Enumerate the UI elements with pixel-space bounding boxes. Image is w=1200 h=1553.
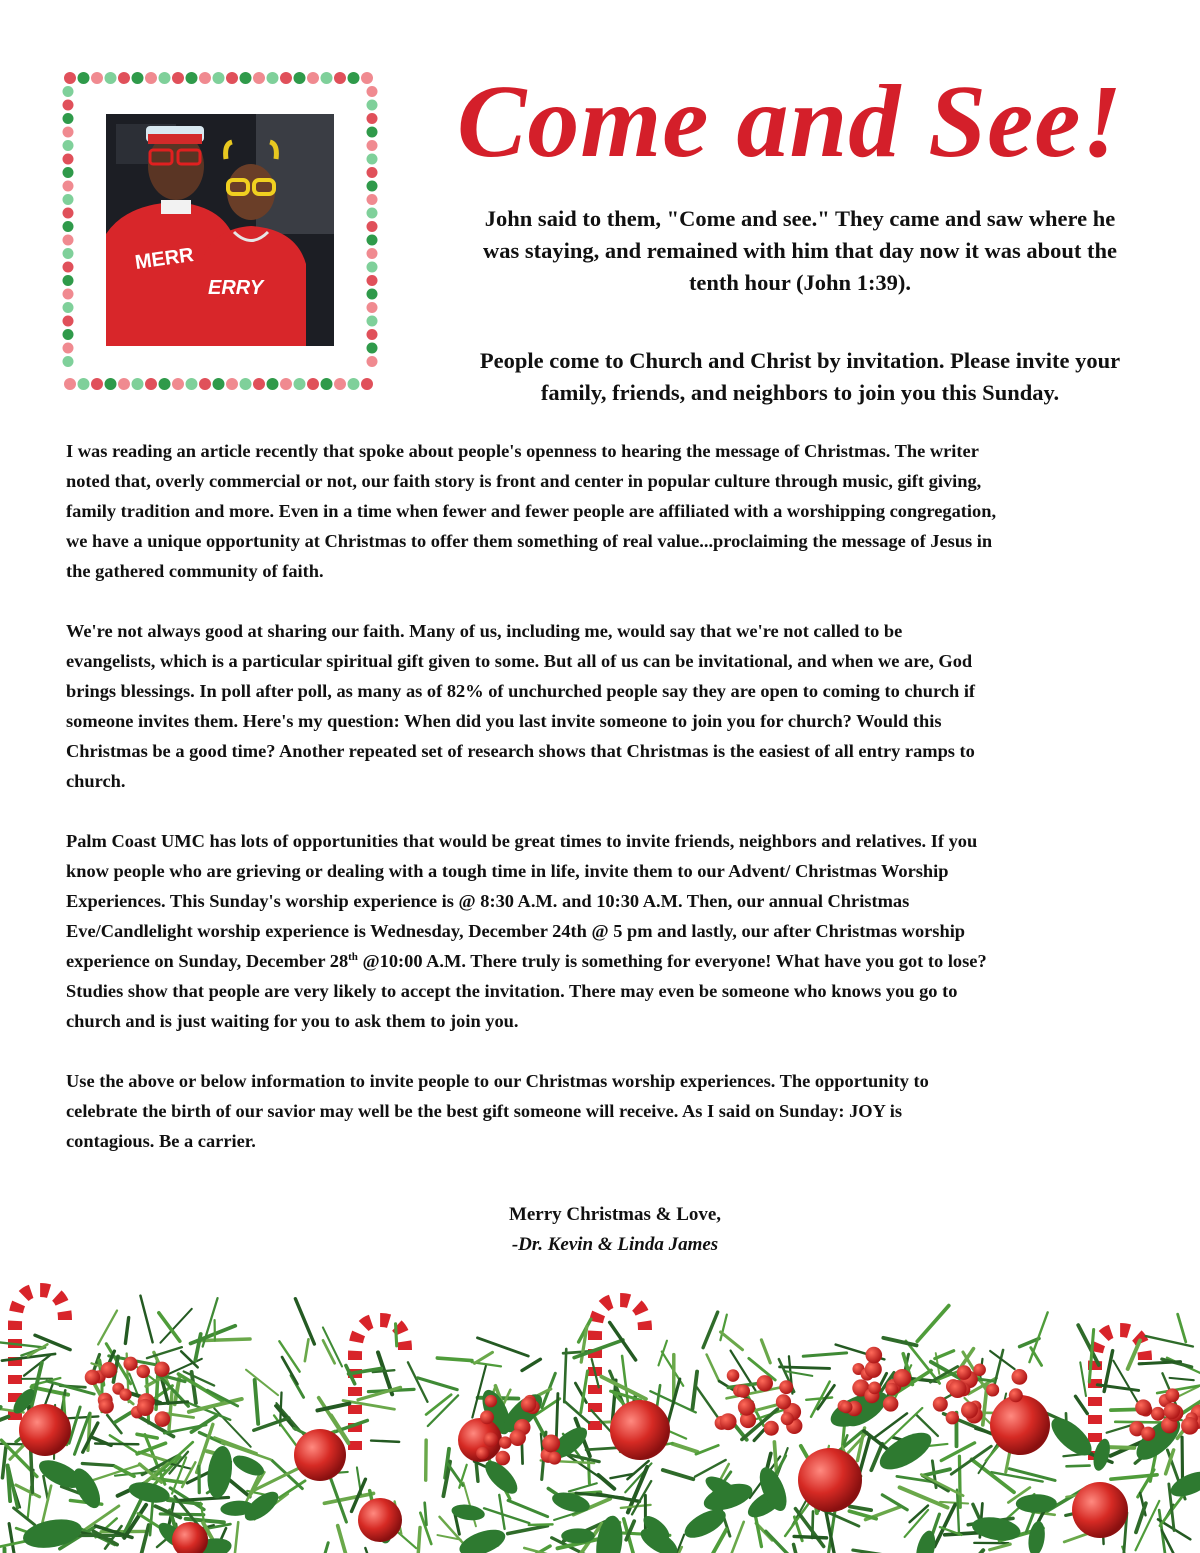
verse-line: was staying, and remained with him that day now it was about the [482,237,1118,263]
berry-icon [509,1429,526,1446]
frame-dot [226,72,238,84]
pine-needle [917,1306,949,1342]
frame-dot [63,302,74,313]
frame-dot [367,208,378,219]
pine-needle [160,1514,203,1515]
pine-needle [159,1313,180,1341]
berry-icon [480,1410,494,1424]
berry-icon [781,1412,794,1425]
pine-needle [569,1483,597,1491]
berry-icon [738,1398,755,1415]
pine-needle [921,1474,963,1495]
pine-needle [98,1311,117,1345]
ornament-icon [19,1404,71,1456]
pine-needle [338,1526,348,1553]
pine-needle [695,1460,726,1477]
body-line: church and is just waiting for you to ask them to join you. [66,1011,519,1031]
ornament-icon [1072,1482,1128,1538]
pine-needle [0,1417,8,1432]
body-line: know people who are grieving or dealing with a tough time in life, invite them to our Advent/ Christmas Worship [66,861,949,881]
pine-needle [475,1352,493,1363]
pine-needle [703,1312,718,1348]
pine-needle [850,1507,871,1511]
berry-icon [961,1402,978,1419]
pine-needle [155,1506,180,1517]
holiday-garland [0,1280,1200,1553]
frame-dot [63,329,74,340]
page-title: Come and See! [457,64,1123,179]
pine-needle [323,1340,335,1363]
frame-dot [334,378,346,390]
frame-dot [307,72,319,84]
photo-frame [62,70,378,392]
pine-needle [658,1341,666,1366]
pine-needle [169,1392,172,1430]
berry-icon [483,1432,498,1447]
pine-needle [522,1359,540,1370]
paragraph-4 [66,1066,1156,1156]
frame-dot [307,378,319,390]
frame-dot [63,181,74,192]
pine-needle [2,1447,5,1477]
pine-needle [295,1299,314,1344]
frame-dot [267,72,279,84]
frame-dot [91,378,103,390]
frame-dot [240,378,252,390]
pine-needle [16,1485,40,1497]
frame-dot [63,167,74,178]
pine-needle [726,1522,744,1553]
body-line: I was reading an article recently that spoke about people's openness to hearing the message of Christmas. The writer [66,441,979,461]
berry-icon [865,1347,882,1364]
berry-icon [1164,1403,1180,1419]
pine-needle [43,1476,47,1500]
frame-dot [63,127,74,138]
berry-icon [521,1397,537,1413]
frame-dot [367,100,378,111]
frame-dot [145,378,157,390]
frame-dot [63,262,74,273]
berry-icon [101,1362,117,1378]
pine-needle [255,1380,259,1424]
berry-icon [1165,1388,1179,1402]
frame-dot [63,86,74,97]
frame-dot [367,262,378,273]
body-line: contagious. Be a carrier. [66,1131,256,1151]
pine-needle [0,1407,1,1439]
pine-needle [524,1548,576,1553]
pine-needle [378,1352,392,1394]
berry-icon [119,1388,131,1400]
pine-needle [499,1495,504,1529]
frame-dot [91,72,103,84]
pine-needle [932,1514,940,1536]
frame-dot [213,72,225,84]
invite-line: family, friends, and neighbors to join you this Sunday. [540,379,1060,405]
frame-dot [64,72,76,84]
frame-dot [63,154,74,165]
frame-dot [63,316,74,327]
frame-dot [63,248,74,259]
frame-dot [367,221,378,232]
frame-dot [367,302,378,313]
pine-needle [201,1339,250,1341]
berry-icon [476,1447,489,1460]
pine-needle [916,1415,938,1436]
ordinal-suffix: th [348,950,358,963]
berry-icon [883,1396,899,1412]
pine-needle [358,1387,400,1399]
pine-needle [234,1522,239,1553]
berry-icon [1012,1369,1028,1385]
berry-icon [1181,1417,1199,1435]
berry-icon [893,1369,911,1387]
frame-dot [145,72,157,84]
closing-signature [420,1200,810,1260]
frame-dot [186,378,198,390]
frame-dot [367,140,378,151]
frame-dot [199,72,211,84]
berry-icon [737,1384,750,1397]
frame-dot [367,248,378,259]
pine-needle [610,1322,636,1360]
pine-needle [713,1529,726,1553]
body-line: Use the above or below information to invite people to our Christmas worship experiences. The opportunity to [66,1071,929,1091]
pine-needle [315,1543,328,1553]
frame-dot [105,378,117,390]
berry-icon [496,1451,511,1466]
holly-leaf-icon [456,1524,509,1553]
pine-needle [484,1508,529,1523]
berry-icon [973,1364,986,1377]
frame-dot [348,378,360,390]
body-line: church. [66,771,126,791]
berry-icon [727,1369,740,1382]
frame-dot [361,378,373,390]
closing-greeting: Merry Christmas & Love, [508,1204,722,1225]
berry-icon [1135,1399,1151,1415]
berry-icon [957,1365,972,1380]
frame-dot [63,275,74,286]
pine-needle [508,1500,548,1516]
pine-needle [282,1357,297,1384]
pine-needle [150,1498,153,1536]
body-line: we have a unique opportunity at Christmas to offer them something of real value...proclaiming the message of Jesus in [66,531,993,551]
berry-icon [485,1395,497,1407]
couple-photo [106,114,334,346]
body-line: We're not always good at sharing our faith. Many of us, including me, would say that we're not called to be [66,621,903,641]
frame-dot [253,378,265,390]
frame-dot [63,343,74,354]
frame-dot [213,378,225,390]
frame-dot [63,356,74,367]
pine-needle [396,1324,397,1346]
paragraph-2 [66,616,1156,796]
ornament-icon [358,1498,402,1542]
frame-dot [105,72,117,84]
pine-needle [1170,1378,1194,1380]
pine-needle [794,1536,826,1537]
pine-needle [95,1443,138,1444]
berry-icon [136,1365,150,1379]
verse-line: John said to them, "Come and see." They came and saw where he [484,206,1116,231]
frame-dot [294,378,306,390]
paragraph-1 [66,436,1156,586]
pine-needle [692,1372,697,1409]
pine-needle [1139,1362,1180,1364]
frame-dot [159,378,171,390]
pine-needle [663,1470,693,1479]
pine-needle [529,1524,553,1525]
paragraph-3 [66,826,1156,1036]
pine-needle [408,1362,428,1401]
pine-needle [1067,1466,1090,1467]
berry-icon [986,1383,999,1396]
frame-dot [361,72,373,84]
berry-icon [885,1383,898,1396]
pine-needle [417,1528,420,1553]
invite-line: People come to Church and Christ by invitation. Please invite your [479,348,1121,373]
pine-needle [1080,1362,1086,1396]
berry-icon [776,1394,791,1409]
body-line: the gathered community of faith. [66,561,324,581]
pine-needle [774,1442,776,1474]
berry-icon [548,1452,561,1465]
frame-dot [64,378,76,390]
frame-dot [63,113,74,124]
frame-dot [63,289,74,300]
frame-dot [63,140,74,151]
frame-dot [367,316,378,327]
berry-icon [840,1401,852,1413]
signature-names: -Dr. Kevin & Linda James [511,1234,719,1255]
frame-dot [267,378,279,390]
pine-needle [508,1526,548,1534]
body-line: brings blessings. In poll after poll, as many as of 82% of unchurched people say they are open to coming to church if [66,681,976,701]
pine-needle [4,1548,5,1553]
frame-dot [321,72,333,84]
pine-needle [425,1503,427,1525]
frame-dot [367,356,378,367]
frame-dot [199,378,211,390]
pine-needle [14,1508,35,1525]
scripture-verse [420,203,1180,299]
ornament-icon [798,1448,862,1512]
frame-dot [132,378,144,390]
pine-needle [136,1525,148,1553]
pine-needle [227,1478,249,1496]
pine-needle [672,1444,697,1452]
pine-needle [959,1456,960,1507]
berry-icon [542,1434,560,1452]
pine-needle [564,1349,566,1402]
frame-dot [367,181,378,192]
pine-needle [707,1355,720,1382]
body-line: Studies show that people are very likely to accept the invitation. There may even be someone who knows you go to [66,981,958,1001]
shirt-text-left: MERR [133,243,196,274]
body-line: Experiences. This Sunday's worship experience is @ 8:30 A.M. and 10:30 A.M. Then, our annual Christmas [66,891,910,911]
pine-needle [794,1544,806,1553]
frame-dot [280,72,292,84]
berry-icon [720,1413,737,1430]
body-line: noted that, overly commercial or not, our faith story is front and center in popular culture through music, gift giving, [66,471,982,491]
frame-dot [172,378,184,390]
frame-dot [118,72,130,84]
berry-icon [499,1436,512,1449]
pine-needle [69,1407,80,1443]
pine-needle [1029,1312,1047,1362]
pine-needle [935,1351,954,1359]
frame-dot [132,72,144,84]
berry-icon [154,1411,170,1427]
pine-needle [365,1548,376,1553]
frame-dot [63,235,74,246]
shirt-text-right: ERRY [208,277,264,299]
berry-icon [1009,1388,1023,1402]
frame-dot [240,72,252,84]
holly-leaf-icon [561,1528,595,1543]
body-line-part: experience on Sunday, December 28 [66,951,349,971]
frame-dot [159,72,171,84]
berry-icon [779,1380,793,1394]
frame-dot [294,72,306,84]
pine-needle [924,1469,950,1475]
pine-needle [418,1378,457,1390]
pine-needle [31,1450,33,1492]
frame-dot [280,378,292,390]
berry-icon [99,1398,114,1413]
frame-dot [78,72,90,84]
body-line: Eve/Candlelight worship experience is Wednesday, December 24th @ 5 pm and lastly, our after Christmas worship [66,921,966,941]
pine-needle [82,1464,113,1466]
verse-line: tenth hour (John 1:39). [688,269,912,295]
frame-dot [334,72,346,84]
pine-needle [371,1441,399,1442]
body-line: evangelists, which is a particular spiritual gift given to some. But all of us can be invitational, and when we are, God [66,651,973,671]
pine-needle [0,1341,45,1347]
frame-dot [367,194,378,205]
frame-dot [186,72,198,84]
pine-needle [125,1318,128,1344]
berry-icon [85,1370,100,1385]
pine-needle [696,1445,718,1454]
frame-dot [367,167,378,178]
pine-needle [324,1493,373,1503]
pine-needle [477,1338,528,1356]
pine-needle [437,1358,472,1361]
pine-needle [1136,1503,1146,1532]
frame-dot [172,72,184,84]
body-line: celebrate the birth of our savior may well be the best gift someone will receive. As I said on Sunday: JOY is [66,1101,903,1121]
pine-needle [803,1353,846,1356]
pine-needle [883,1338,916,1346]
pine-needle [305,1339,309,1361]
berry-icon [933,1397,948,1412]
body-line: family tradition and more. Even in a time when fewer and fewer people are affiliated with a worshipping congregation, [66,501,997,521]
invitation-callout [420,345,1180,409]
pine-needle [556,1394,558,1441]
frame-dot [367,275,378,286]
berry-icon [764,1421,779,1436]
frame-dot [367,113,378,124]
frame-dot [63,208,74,219]
holly-leaf-icon [874,1425,937,1476]
pine-needle [990,1544,1011,1550]
pine-needle [905,1510,928,1537]
body-line: Palm Coast UMC has lots of opportunities that would be great times to invite friends, neighbors and relatives. If you [66,831,978,851]
frame-dot [348,72,360,84]
pine-needle [721,1332,743,1350]
frame-dot [63,100,74,111]
frame-dot [78,378,90,390]
frame-dot [321,378,333,390]
berry-icon [949,1380,967,1398]
body-line-part: @10:00 A.M. There truly is something for everyone! What have you got to lose? [357,951,987,971]
ornament-icon [294,1429,346,1481]
pine-needle [871,1444,882,1470]
ornament-icon [990,1395,1050,1455]
berry-icon [946,1411,959,1424]
frame-dot [367,154,378,165]
pine-needle [246,1370,278,1395]
pine-needle [761,1340,770,1363]
pine-needle [140,1296,152,1343]
pine-needle [1076,1396,1088,1413]
pine-needle [137,1434,157,1438]
berry-icon [868,1381,881,1394]
berry-icon [757,1375,773,1391]
berry-icon [137,1399,154,1416]
body-line: someone invites them. Here's my question: When did you last invite someone to join you for church? Would this [66,711,942,731]
berry-icon [123,1357,137,1371]
letter-body [66,436,1156,1186]
pine-needle [849,1511,876,1519]
frame-dot [367,329,378,340]
pine-needle [900,1487,948,1507]
frame-dot [367,86,378,97]
berry-icon [1141,1427,1155,1441]
holly-leaf-icon [593,1514,626,1553]
frame-dot [367,235,378,246]
pine-needle [472,1366,485,1417]
frame-dot [367,289,378,300]
pine-needle [780,1367,830,1369]
frame-dot [63,194,74,205]
frame-dot [118,378,130,390]
body-line: Christmas be a good time? Another repeated set of research shows that Christmas is the easiest of all entry ramps to [66,741,975,761]
pine-needle [934,1504,955,1546]
berry-icon [154,1362,169,1377]
ornament-icon [610,1400,670,1460]
frame-dot [367,343,378,354]
pine-needle [1178,1314,1186,1342]
frame-dot [226,378,238,390]
frame-dot [367,127,378,138]
pine-needle [795,1509,823,1547]
berry-icon [1151,1407,1165,1421]
frame-dot [63,221,74,232]
frame-dot [253,72,265,84]
